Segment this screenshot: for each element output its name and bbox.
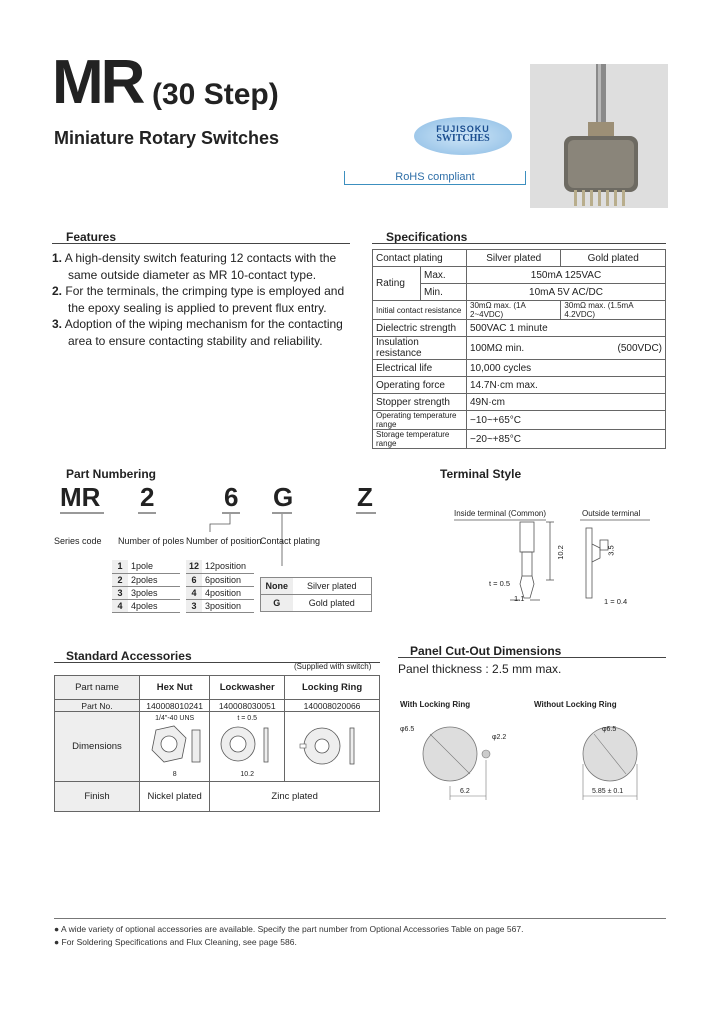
dim-102: 10.2 (555, 545, 565, 560)
spec-value: −20~+85°C (467, 430, 666, 449)
spec-sublabel: Min. (421, 284, 467, 301)
pn-plating: G (273, 482, 294, 512)
row-header: Part name (55, 676, 140, 700)
table-row (55, 782, 380, 812)
feature-item: 2. For the terminals, the crimping type is employed and the epoxy sealing is applied to prevent flux entry. (52, 284, 345, 315)
step-label: (30 Step) (152, 78, 279, 111)
spec-value: 30mΩ max. (1A 2~4VDC) (467, 301, 561, 320)
finish-value: Nickel plated (140, 782, 210, 812)
lockwasher-drawing: t = 0.5 10.2 (210, 712, 285, 782)
table-row (373, 430, 666, 449)
spec-label: Stopper strength (373, 394, 467, 411)
part-no: 140008030051 (210, 700, 285, 712)
feature-item: 3. Adoption of the wiping mechanism for the contacting area to ensure contacting stability and reliability. (52, 317, 343, 348)
outside-terminal-label: Outside terminal (582, 509, 641, 518)
panel-thickness: Panel thickness : 2.5 mm max. (398, 662, 562, 676)
spec-value: Gold plated (561, 250, 666, 267)
footnote-1: ● A wide variety of optional accessories are available. Specify the part number from Optional Accessories Table on page 567. (54, 924, 524, 934)
spec-label: Operating force (373, 377, 467, 394)
dim-d5: 5.85 ± 0.1 (592, 788, 624, 795)
specs-table (372, 249, 666, 449)
table-row: 3 3poles (112, 586, 180, 599)
table-row: 4 4poles (112, 599, 180, 612)
panel-cutout-rule (398, 657, 666, 658)
accessories-note: (Supplied with switch) (294, 662, 372, 671)
dim-d2: φ2.2 (492, 734, 507, 741)
table-row (373, 360, 666, 377)
table-row (373, 411, 666, 430)
spec-label: Dielectric strength (373, 320, 467, 337)
finish-value: Zinc plated (210, 782, 380, 812)
table-row (373, 301, 666, 320)
features-list (52, 250, 352, 349)
pn-underline (138, 512, 156, 514)
part-no: 140008020066 (285, 700, 380, 712)
footnote-2: ● For Soldering Specifications and Flux Cleaning, see page 586. (54, 937, 297, 947)
specs-heading: Specifications (386, 230, 468, 244)
spec-value: 150mA 125VAC (467, 267, 666, 284)
terminal-style-heading: Terminal Style (440, 467, 522, 481)
specs-rule (372, 243, 666, 244)
table-row: 1 1pole (112, 560, 180, 573)
table-row (373, 337, 666, 360)
table-row (55, 676, 380, 700)
pn-underline (60, 512, 104, 514)
spec-label: Insulation resistance (373, 337, 467, 360)
table-row (373, 394, 666, 411)
spec-value: 14.7N·cm max. (467, 377, 666, 394)
col-header: Locking Ring (285, 676, 380, 700)
locking-ring-drawing (285, 712, 380, 782)
spec-value: 500VAC 1 minute (467, 320, 666, 337)
table-row: 3 3position (186, 599, 254, 612)
table-row (373, 377, 666, 394)
spec-value: 10mA 5V AC/DC (467, 284, 666, 301)
table-row (55, 700, 380, 712)
label-series-code: Series code (54, 536, 102, 546)
pn-poles: 2 (140, 482, 155, 512)
product-photo (530, 64, 668, 208)
table-row: 4 4position (186, 586, 254, 599)
table-row (55, 712, 380, 782)
dim-d4: φ6.5 (602, 726, 617, 733)
dim-35: 3.5 (606, 545, 616, 556)
accessories-table (54, 675, 380, 812)
logo-line1: FUJISOKU (436, 124, 490, 134)
panel-cutout-heading: Panel Cut-Out Dimensions (410, 644, 562, 658)
spec-value: −10~+65°C (467, 411, 666, 430)
label-position: Number of position (186, 536, 262, 546)
terminal-drawing (450, 518, 670, 618)
table-row: 12 12position (186, 560, 254, 573)
spec-value: Silver plated (467, 250, 561, 267)
spec-label: Storage temperature range (373, 430, 467, 449)
accessories-heading: Standard Accessories (66, 649, 192, 663)
table-row (373, 250, 666, 267)
features-rule (52, 243, 350, 244)
dim-thickness: t = 0.5 (489, 579, 511, 588)
col-header: Hex Nut (140, 676, 210, 700)
label-poles: Number of poles (118, 536, 185, 546)
spec-value: 10,000 cycles (467, 360, 666, 377)
spec-sublabel: Max. (421, 267, 467, 284)
page-subtitle: Miniature Rotary Switches (54, 128, 280, 148)
part-numbering-heading: Part Numbering (66, 467, 157, 481)
spec-label: Rating (373, 267, 421, 301)
spec-value: 49N·cm (467, 394, 666, 411)
plating-table (260, 577, 372, 612)
row-header: Dimensions (55, 712, 140, 782)
spec-label: Initial contact resistance (373, 301, 467, 320)
row-header: Part No. (55, 700, 140, 712)
table-row: G Gold plated (261, 595, 372, 612)
hex-nut-drawing: 1/4"-40 UNS 8 (140, 712, 210, 782)
feature-item: 1. A high-density switch featuring 12 contacts with the same outside diameter as MR 10-contact type. (52, 251, 337, 282)
position-table (186, 560, 254, 613)
spec-label: Contact plating (373, 250, 467, 267)
inside-terminal-label: Inside terminal (Common) (454, 509, 547, 518)
row-header: Finish (55, 782, 140, 812)
footer-rule (54, 918, 666, 919)
features-heading: Features (66, 230, 117, 244)
series-title: MR (52, 48, 143, 117)
table-row: None Silver plated (261, 578, 372, 595)
pn-position: 6 (224, 482, 239, 512)
dim-11: 1.1 (514, 594, 525, 603)
table-row: 2 2poles (112, 573, 180, 586)
pn-underline (356, 512, 376, 514)
poles-table (112, 560, 180, 613)
table-row (373, 267, 666, 284)
spec-value: (500VDC) (617, 342, 662, 354)
table-row (373, 320, 666, 337)
dim-d3: 6.2 (460, 788, 470, 795)
with-ring-label: With Locking Ring (400, 700, 471, 709)
spec-value: 100MΩ min. (470, 342, 525, 354)
table-row: 6 6position (186, 573, 254, 586)
fujisoku-logo (414, 117, 512, 155)
pn-series: MR (60, 482, 101, 512)
spec-label: Electrical life (373, 360, 467, 377)
pn-suffix: Z (357, 482, 373, 512)
spec-value: 30mΩ max. (1.5mA 4.2VDC) (561, 301, 666, 320)
rohs-badge: RoHS compliant (344, 171, 526, 185)
dim-04: 1 = 0.4 (604, 597, 628, 606)
col-header: Lockwasher (210, 676, 285, 700)
part-no: 140008010241 (140, 700, 210, 712)
dim-d1: φ6.5 (400, 726, 415, 733)
spec-label: Operating temperature range (373, 411, 467, 430)
logo-line2: SWITCHES (436, 133, 490, 144)
without-ring-label: Without Locking Ring (534, 700, 617, 709)
label-plating: Contact plating (260, 536, 321, 546)
